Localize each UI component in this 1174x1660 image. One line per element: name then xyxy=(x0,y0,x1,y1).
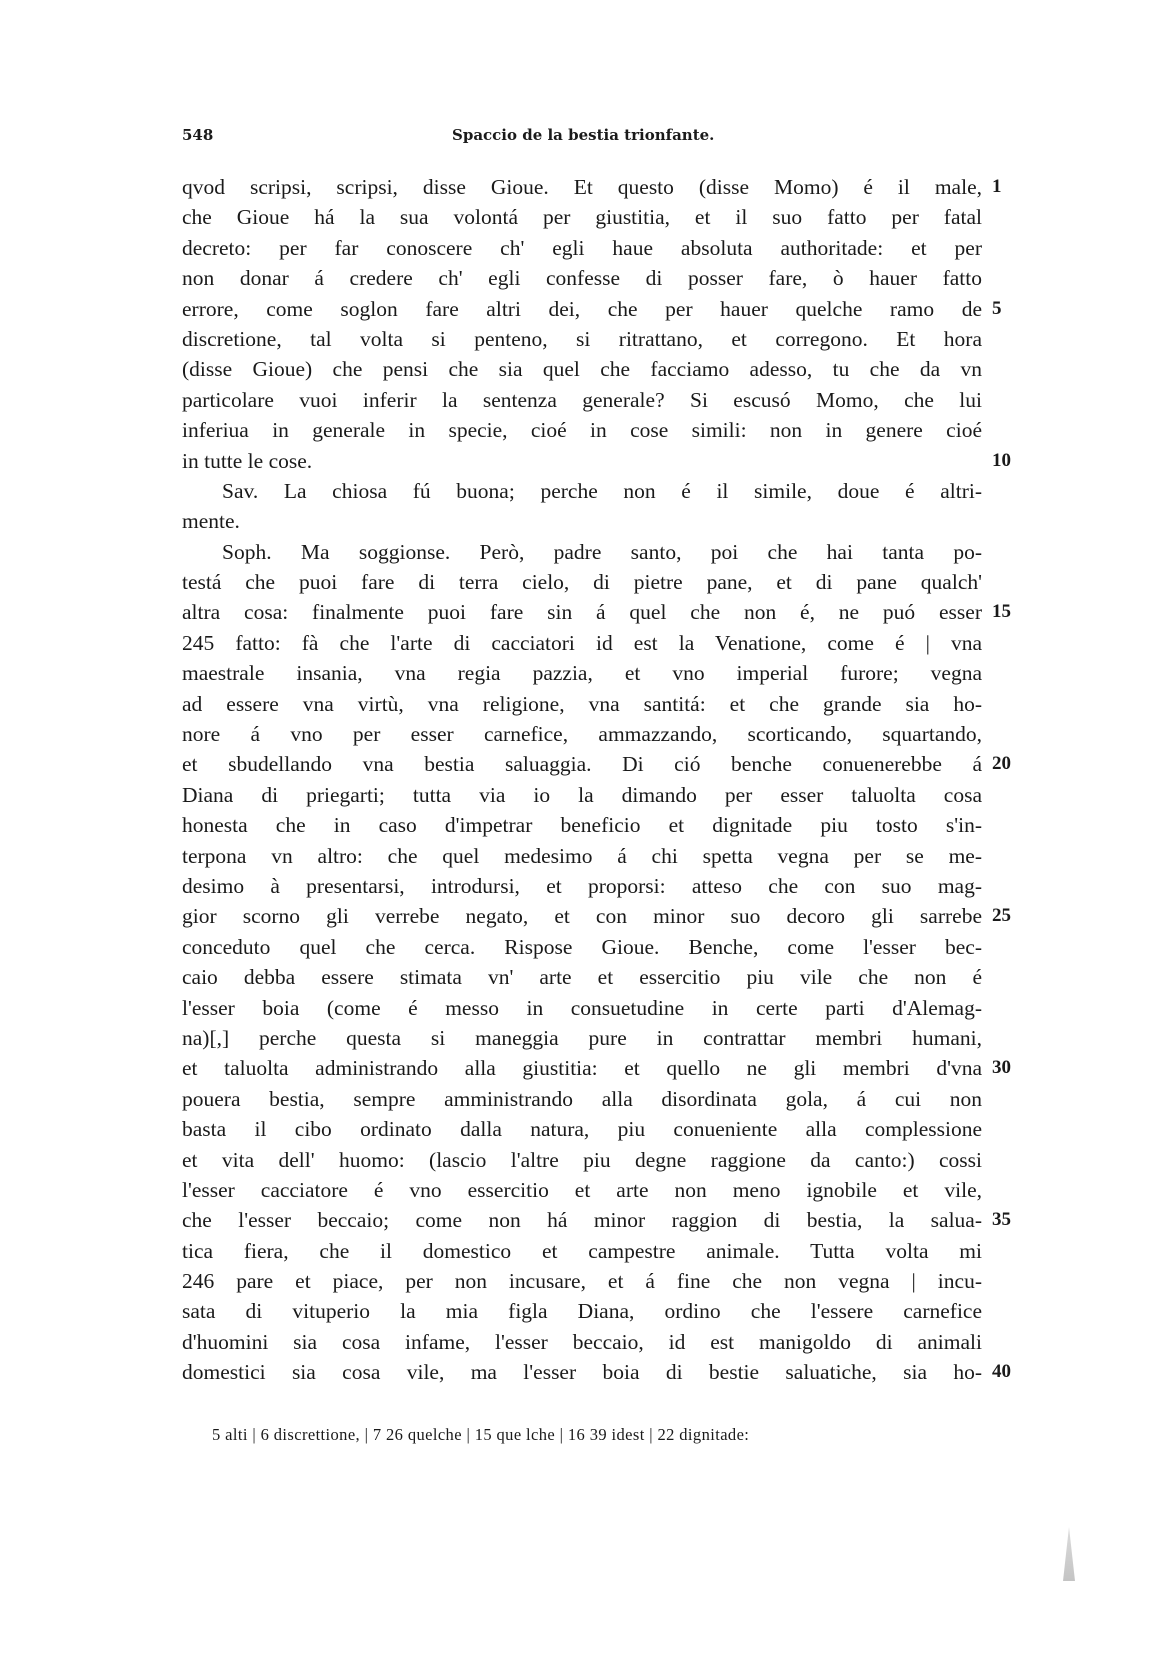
text-line xyxy=(182,1114,982,1144)
line-text: domestici sia cosa vile, ma l'esser boia di bestie saluatiche, sia ho- xyxy=(182,1360,982,1385)
text-line xyxy=(182,294,1002,324)
line-number: 30 xyxy=(992,1057,1011,1079)
line-number: 20 xyxy=(992,753,1011,775)
text-line xyxy=(182,628,982,658)
text-line xyxy=(182,871,982,901)
line-text: 245 fatto: fà che l'arte di cacciatori id est la Venatione, come é | vna xyxy=(182,630,982,655)
line-text: maestrale insania, vna regia pazzia, et vno imperial furore; vegna xyxy=(182,661,982,686)
line-number: 35 xyxy=(992,1209,1011,1231)
line-text: nore á vno per esser carnefice, ammazzando, scorticando, squartando, xyxy=(182,722,982,747)
line-text: Diana di priegarti; tutta via io la dimando per esser taluolta cosa xyxy=(182,782,982,807)
line-text: che l'esser beccaio; come non há minor raggion di bestia, la salua- xyxy=(182,1208,982,1233)
text-line xyxy=(182,658,982,688)
line-text: errore, come soglon fare altri dei, che per hauer quelche ramo de xyxy=(182,296,982,321)
text-line xyxy=(182,810,982,840)
page-number: 548 xyxy=(182,126,214,144)
text-line xyxy=(182,749,1011,779)
line-text: mente. xyxy=(182,509,240,534)
line-text: altra cosa: finalmente puoi fare sin á quel che non é, ne puó esser xyxy=(182,600,982,625)
text-line xyxy=(182,719,982,749)
line-number: 25 xyxy=(992,905,1011,927)
line-text: basta il cibo ordinato dalla natura, piu conueniente alla complessione xyxy=(182,1117,982,1142)
text-line xyxy=(182,354,982,384)
text-line xyxy=(182,780,982,810)
line-text: gior scorno gli verrebe negato, et con minor suo decoro gli sarrebe xyxy=(182,904,982,929)
text-line xyxy=(182,263,982,293)
line-text: et vita dell' huomo: (lascio l'altre piu degne raggione da canto:) cossi xyxy=(182,1147,982,1172)
line-text: qvod scripsi, scripsi, disse Gioue. Et questo (disse Momo) é il male, xyxy=(182,175,982,199)
scan-artifact xyxy=(1063,1527,1075,1581)
text-line xyxy=(182,567,982,597)
line-text: pouera bestia, sempre amministrando alla disordinata gola, á cui non xyxy=(182,1086,982,1111)
text-line xyxy=(182,476,982,506)
line-text: l'esser cacciatore é vno essercitio et arte non meno ignobile et vile, xyxy=(182,1177,982,1202)
line-text: l'esser boia (come é messo in consuetudine in certe parti d'Alemag- xyxy=(182,995,982,1020)
line-text: na)[,] perche questa si maneggia pure in contrattar membri humani, xyxy=(182,1025,982,1050)
line-number: 10 xyxy=(992,449,1011,471)
line-text: sata di vituperio la mia figla Diana, ordino che l'essere carnefice xyxy=(182,1299,982,1324)
line-text: desimo à presentarsi, introdursi, et proporsi: atteso che con suo mag- xyxy=(182,873,982,898)
line-text: tica fiera, che il domestico et campestre animale. Tutta volta mi xyxy=(182,1238,982,1263)
line-text: 246 pare et piace, per non incusare, et á fine che non vegna | incu- xyxy=(182,1269,982,1294)
text-line xyxy=(182,537,982,567)
text-line xyxy=(182,932,982,962)
line-number: 15 xyxy=(992,601,1011,623)
line-text: che Gioue há la sua volontá per giustitia, et il suo fatto per fatal xyxy=(182,205,982,230)
text-line xyxy=(182,1205,1011,1235)
text-line xyxy=(182,202,982,232)
text-line xyxy=(182,1053,1011,1083)
footnotes: 5 alti | 6 discrettione, | 7 26 quelche | 15 que lche | 16 39 idest | 22 dignitade: xyxy=(212,1425,750,1444)
line-text: inferiua in generale in specie, cioé in cose simili: non in genere cioé xyxy=(182,418,982,443)
line-text: d'huomini sia cosa infame, l'esser beccaio, id est manigoldo di animali xyxy=(182,1329,982,1354)
line-text: Sav. La chiosa fú buona; perche non é il simile, doue é altri- xyxy=(222,478,982,503)
line-text: (disse Gioue) che pensi che sia quel che facciamo adesso, tu che da vn xyxy=(182,357,982,382)
line-number: 40 xyxy=(992,1361,1011,1383)
running-header xyxy=(182,126,982,150)
line-text: Soph. Ma soggionse. Però, padre santo, poi che hai tanta po- xyxy=(222,539,982,564)
text-line xyxy=(182,506,982,536)
line-text: non donar á credere ch' egli confesse di posser fare, ò hauer fatto xyxy=(182,266,982,291)
text-line xyxy=(182,1023,982,1053)
text-line xyxy=(182,1266,982,1296)
line-text: et taluolta administrando alla giustitia: et quello ne gli membri d'vna xyxy=(182,1056,982,1081)
line-text: et sbudellando vna bestia saluaggia. Di ció benche conuenerebbe á xyxy=(182,752,982,777)
text-line xyxy=(182,841,982,871)
line-text: in tutte le cose. xyxy=(182,448,313,473)
text-line xyxy=(182,1236,982,1266)
text-line xyxy=(182,1296,982,1326)
line-number: 5 xyxy=(992,297,1002,319)
text-line xyxy=(182,446,1011,476)
line-text: ad essere vna virtù, vna religione, vna santitá: et che grande sia ho- xyxy=(182,691,982,716)
line-text: honesta che in caso d'impetrar beneficio et dignitade piu tosto s'in- xyxy=(182,813,982,838)
line-text: caio debba essere stimata vn' arte et essercitio piu vile che non é xyxy=(182,965,982,990)
text-line xyxy=(182,962,982,992)
line-text: conceduto quel che cerca. Rispose Gioue. Benche, come l'esser bec- xyxy=(182,934,982,959)
text-line xyxy=(182,233,982,263)
line-number: 1 xyxy=(992,176,1002,197)
text-line xyxy=(182,1357,1011,1387)
line-text: discretione, tal volta si penteno, si ritrattano, et corregono. Et hora xyxy=(182,326,982,351)
running-title: Spaccio de la bestia trionfante. xyxy=(452,126,715,144)
line-text: decreto: per far conoscere ch' egli haue absoluta authoritade: et per xyxy=(182,235,982,260)
text-line xyxy=(182,689,982,719)
main-text xyxy=(182,172,1011,1388)
text-line xyxy=(182,901,1011,931)
text-line xyxy=(182,993,982,1023)
line-text: particolare vuoi inferir la sentenza generale? Si escusó Momo, che lui xyxy=(182,387,982,412)
line-text: testá che puoi fare di terra cielo, di pietre pane, et di pane qualch' xyxy=(182,570,982,595)
text-line xyxy=(182,324,982,354)
text-line xyxy=(182,385,982,415)
text-line xyxy=(182,1175,982,1205)
text-line xyxy=(182,172,1002,202)
text-line xyxy=(182,1327,982,1357)
text-line xyxy=(182,1084,982,1114)
line-text: terpona vn altro: che quel medesimo á chi spetta vegna per se me- xyxy=(182,843,982,868)
text-line xyxy=(182,597,1011,627)
text-line xyxy=(182,1145,982,1175)
text-line xyxy=(182,415,982,445)
